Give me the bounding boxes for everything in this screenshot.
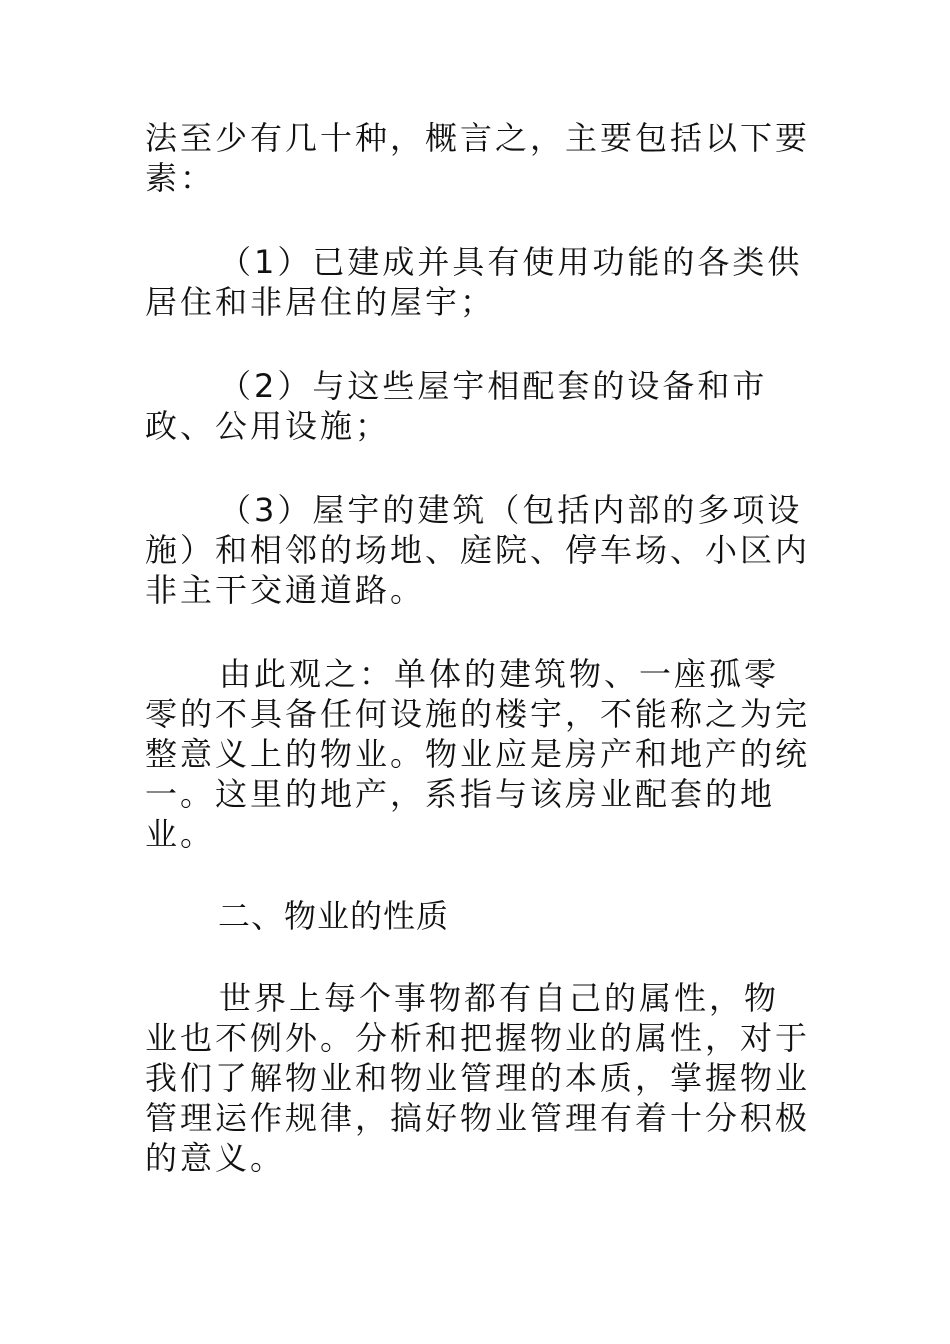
paragraph-item-1: （1）已建成并具有使用功能的各类供居住和非居住的屋宇； — [145, 243, 803, 321]
paragraph-properties: 世界上每个事物都有自己的属性，物业也不例外。分析和把握物业的属性，对于我们了解物业和物业管理的本质，掌握物业管理运作规律，搞好物业管理有着十分积极的意义。 — [145, 979, 811, 1177]
paragraph-conclusion: 由此观之：单体的建筑物、一座孤零零的不具备任何设施的楼宇，不能称之为完整意义上的物业。物业应是房产和地产的统一。这里的地产，系指与该房业配套的地业。 — [145, 655, 811, 853]
paragraph-continuation: 法至少有几十种，概言之，主要包括以下要素： — [145, 119, 811, 197]
paragraph-item-2: （2）与这些屋宇相配套的设备和市政、公用设施； — [145, 367, 768, 445]
section-heading: 二、物业的性质 — [218, 897, 450, 935]
paragraph-item-3: （3）屋宇的建筑（包括内部的多项设施）和相邻的场地、庭院、停车场、小区内非主干交通道路。 — [145, 491, 811, 609]
